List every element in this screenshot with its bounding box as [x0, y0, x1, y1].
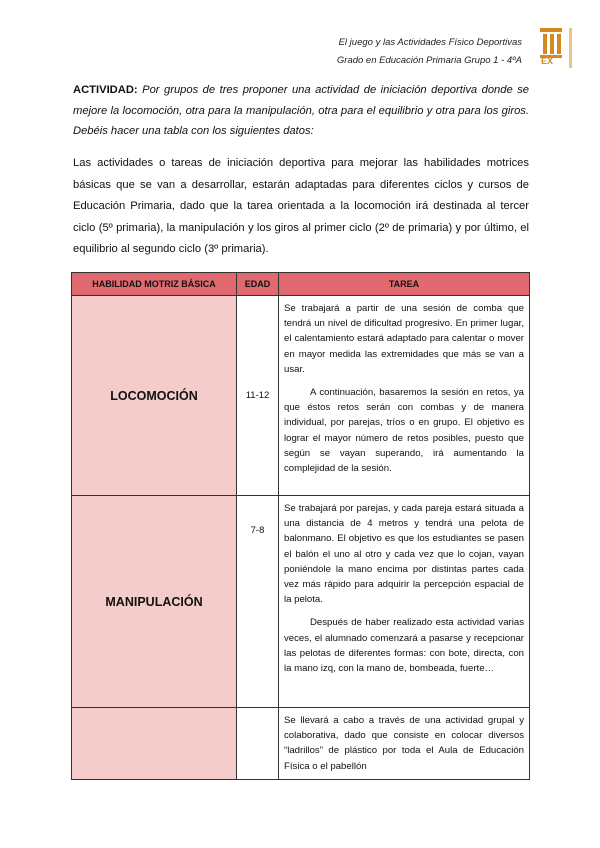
habilidad-cell	[72, 708, 237, 780]
intro-paragraph: Las actividades o tareas de iniciación deportiva para mejorar las habilidades motrices básicas que se van a desarrollar, estarán adaptadas para diferentes ciclos y cursos de Educación Primaria, dado que la tarea orientada a la locomoción irá destinada al tercer ciclo (5º primaria), la manipulación y los giros al primer ciclo (2º de primaria) y por último, el equilibrio al segundo ciclo (3º primaria).	[73, 157, 529, 256]
edad-cell	[237, 296, 279, 496]
tarea-paragraph: Se llevará a cabo a través de una actividad grupal y colaborativa, dado que consiste en colocar diversos “ladrillos” de plástico por toda el Aula de Educación Física o el pabellón	[284, 715, 524, 772]
activities-table	[71, 272, 530, 780]
header-edad: EDAD	[237, 273, 279, 296]
edad-cell	[237, 496, 279, 708]
tarea-cell	[279, 708, 530, 780]
table-header-row	[72, 273, 530, 296]
header-line-2: Grado en Educación Primaria Grupo 1 - 4ºA	[336, 55, 522, 66]
table-row	[72, 496, 530, 708]
edad-value: 11-12	[245, 390, 270, 401]
header-habilidad: HABILIDAD MOTRIZ BÁSICA	[72, 273, 237, 296]
tarea-paragraph: Se trabajará por parejas, y cada pareja estará situada a una distancia de 4 metros y tendrá una pelota de balonmano. El objetivo es que los estudiantes se pasen el balón el uno al otro y cada vez que lo cojan, vayan poniéndole la mano encima por distintas partes cada vez más rápido para adquirir la percepción espacial de la pelota.	[284, 503, 524, 606]
header-line-1: El juego y las Actividades Físico Deportivas	[338, 37, 522, 48]
tarea-cell	[279, 296, 530, 496]
activity-label: ACTIVIDAD:	[73, 84, 138, 96]
logo-label: EX	[541, 56, 554, 66]
tarea-paragraph: Se trabajará a partir de una sesión de comba que tendrá un nivel de dificultad progresivo. En primer lugar, el calentamiento estará adaptado para calentar o mover en mayor medida las extremidades que más se van a usar.	[284, 303, 524, 375]
edad-cell	[237, 708, 279, 780]
table-row	[72, 296, 530, 496]
page-header	[337, 34, 522, 70]
tarea-cell	[279, 496, 530, 708]
header-tarea: TAREA	[279, 273, 530, 296]
activity-text: Por grupos de tres proponer una actividad de iniciación deportiva donde se mejore la locomoción, otra para la manipulación, otra para el equilibrio y otra para los giros. Debéis hacer una tabla con los siguientes datos:	[73, 84, 530, 137]
activity-statement	[73, 80, 529, 142]
habilidad-cell: MANIPULACIÓN	[72, 496, 237, 708]
edad-value: 7-8	[250, 525, 265, 536]
table-row	[72, 708, 530, 780]
tarea-paragraph: A continuación, basaremos la sesión en retos, ya que éstos retos serán con combas y de manera individual, por parejas, tríos o en grupo. El objetivo es lograr el mayor número de retos posibles, puesto que según se vayan superando, irá aumentando la complejidad de la sesión.	[284, 387, 524, 475]
tarea-paragraph: Después de haber realizado esta actividad varias veces, el alumnado comenzará a pasarse y recepcionar las pelotas de diferentes formas: con bote, directa, con la mano izq, con la mano de, bombeada, fuerte…	[284, 617, 524, 675]
habilidad-cell: LOCOMOCIÓN	[72, 296, 237, 496]
